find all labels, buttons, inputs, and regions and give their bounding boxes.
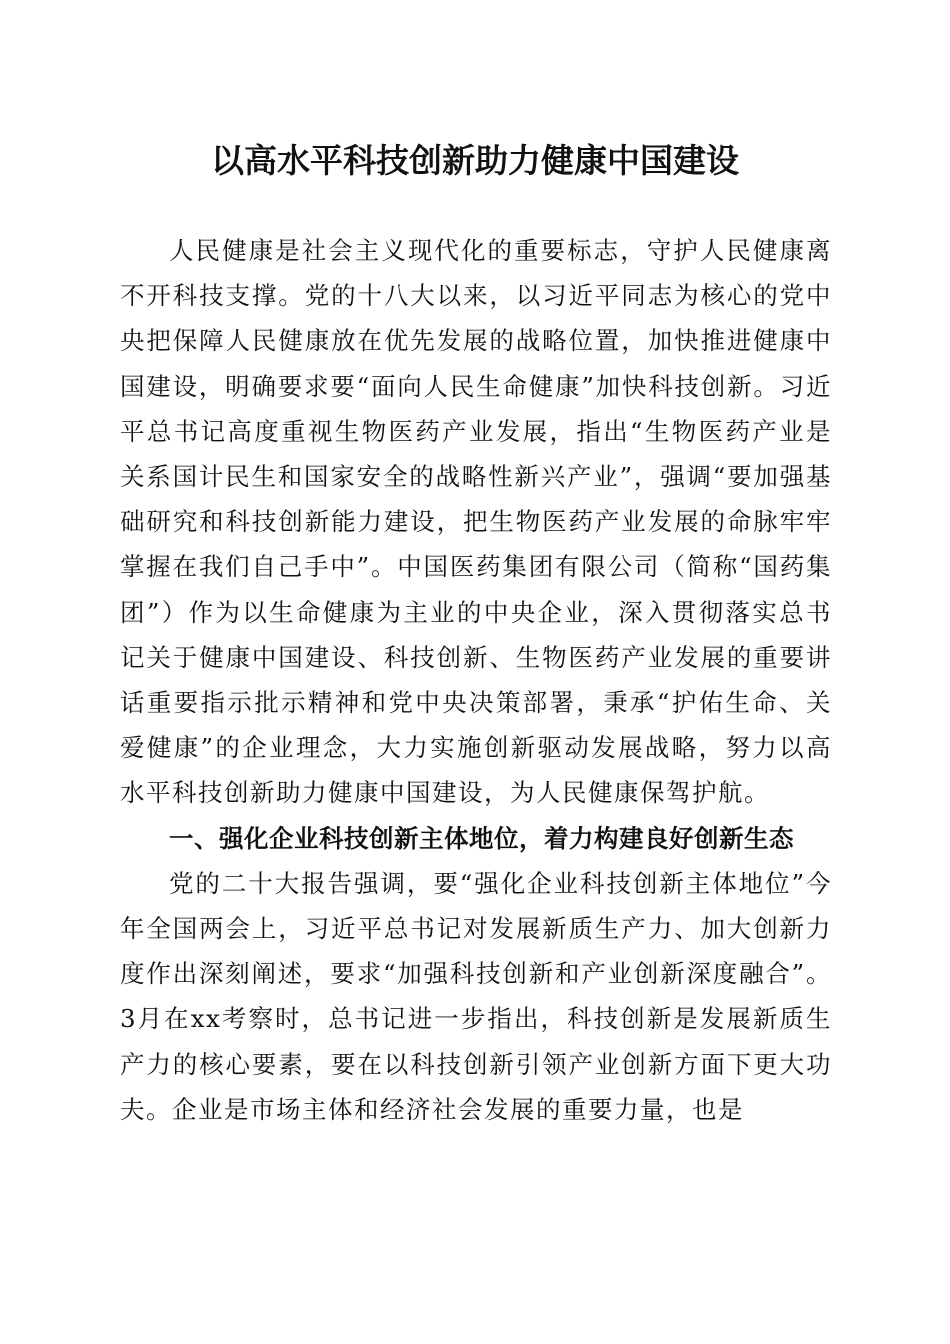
document-body [120,228,832,1132]
paragraph-section-1: 党的二十大报告强调，要“强化企业科技创新主体地位”今年全国两会上，习近平总书记对发展新质生产力、加大创新力度作出深刻阐述，要求“加强科技创新和产业创新深度融合”。3月在xx考察时，总书记进一步指出，科技创新是发展新质生产力的核心要素，要在以科技创新引领产业创新方面下更大功夫。企业是市场主体和经济社会发展的重要力量，也是 [120,868,832,1124]
document-title: 以高水平科技创新助力健康中国建设 [211,141,739,180]
paragraph-intro: 人民健康是社会主义现代化的重要标志，守护人民健康离不开科技支撑。党的十八大以来，以习近平同志为核心的党中央把保障人民健康放在优先发展的战略位置，加快推进健康中国建设，明确要求要“面向人民生命健康”加快科技创新。习近平总书记高度重视生物医药产业发展，指出“生物医药产业是关系国计民生和国家安全的战略性新兴产业”，强调“要加强基础研究和科技创新能力建设，把生物医药产业发展的命脉牢牢掌握在我们自己手中”。中国医药集团有限公司（简称“国药集团”）作为以生命健康为主业的中央企业，深入贯彻落实总书记关于健康中国建设、科技创新、生物医药产业发展的重要讲话重要指示批示精神和党中央决策部署，秉承“护佑生命、关爱健康”的企业理念，大力实施创新驱动发展战略，努力以高水平科技创新助力健康中国建设，为人民健康保驾护航。 [120,236,832,808]
section-heading-1: 一、强化企业科技创新主体地位，着力构建良好创新生态 [169,823,794,853]
